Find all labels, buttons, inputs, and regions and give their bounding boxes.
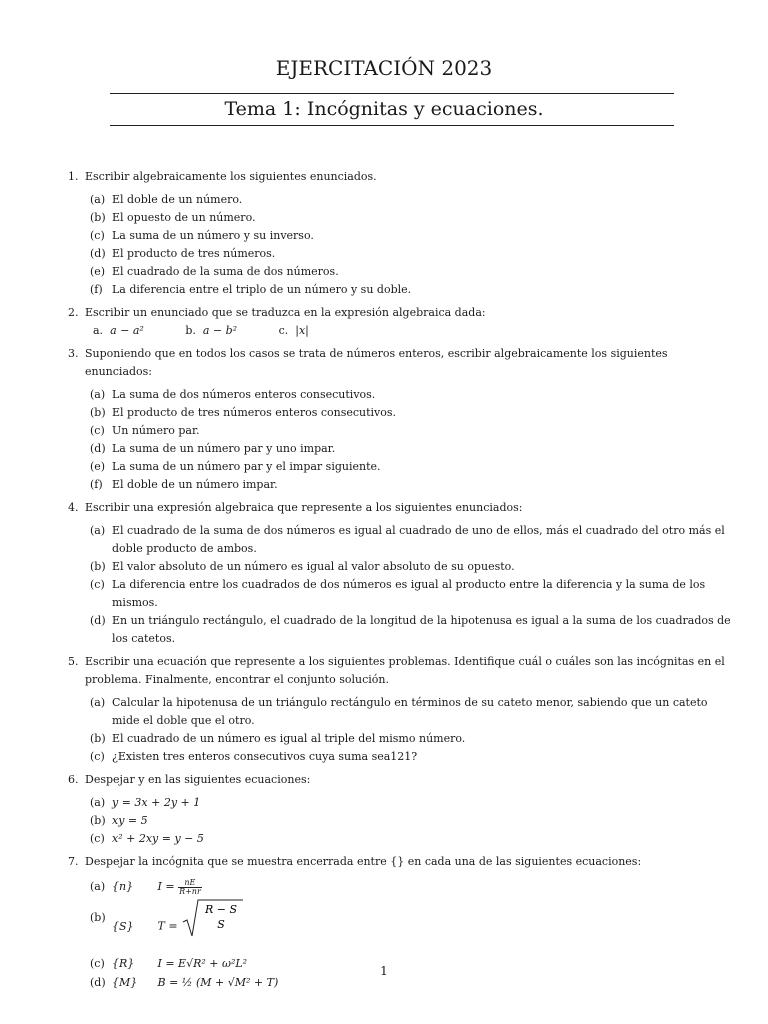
list-item <box>85 730 736 748</box>
list-item <box>85 748 736 766</box>
question-number: 3. <box>68 347 79 360</box>
document-title: EJERCITACIÓN 2023 <box>275 56 493 80</box>
equation-lhs: I = <box>157 880 175 893</box>
list-item <box>85 281 736 299</box>
question-text: Escribir una expresión algebraica que represente a los siguientes enunciados: <box>85 501 523 514</box>
unknown-variable: {n} <box>112 880 134 893</box>
list-item <box>85 263 736 281</box>
exercise-list <box>68 168 736 998</box>
option <box>185 322 237 340</box>
item-label: (a) <box>90 796 106 809</box>
item-label: (e) <box>90 265 106 278</box>
question-6 <box>68 771 736 848</box>
list-item <box>85 245 736 263</box>
option <box>279 322 309 340</box>
item-text: El cuadrado de un número es igual al triple del mismo número. <box>112 732 466 745</box>
fraction <box>178 879 202 896</box>
item-text: El opuesto de un número. <box>112 211 256 224</box>
question-number: 1. <box>68 170 79 183</box>
list-item <box>85 830 736 848</box>
item-label: (a) <box>90 524 106 537</box>
equation: y = 3x + 2y + 1 <box>112 796 201 809</box>
item-label: (a) <box>90 696 106 709</box>
numerator: R − S <box>205 903 238 916</box>
item-label: (c) <box>90 750 105 763</box>
page-number: 1 <box>380 964 388 978</box>
question-text: Escribir un enunciado que se traduzca en la expresión algebraica dada: <box>85 306 486 319</box>
list-item <box>85 386 736 404</box>
item-label: (f) <box>90 478 103 491</box>
item-label: (c) <box>90 229 105 242</box>
option-label: c. <box>278 324 289 337</box>
list-item <box>85 794 736 812</box>
option-expression: a − b² <box>202 324 238 337</box>
item-label: (c) <box>90 578 105 591</box>
item-label: (d) <box>90 247 106 260</box>
list-item <box>85 227 736 245</box>
item-text: La suma de un número par y el impar siguiente. <box>112 460 381 473</box>
item-label: (c) <box>90 424 105 437</box>
option <box>93 322 144 340</box>
question-number: 4. <box>68 501 79 514</box>
option-expression: a − a² <box>110 324 144 337</box>
item-label: (b) <box>90 732 106 745</box>
document-subtitle: Tema 1: Incógnitas y ecuaciones. <box>224 98 544 120</box>
item-label: (b) <box>90 211 106 224</box>
item-text: El doble de un número. <box>112 193 243 206</box>
item-text: La suma de un número par y uno impar. <box>112 442 336 455</box>
question-text: Escribir una ecuación que represente a los siguientes problemas. Identifique cuál o cuáles son las incógnitas en el problema. Finalmente, encontrar el conjunto solución. <box>85 655 725 686</box>
numerator: nE <box>178 879 202 888</box>
list-item <box>85 191 736 209</box>
item-label: (e) <box>90 460 106 473</box>
square-root <box>181 898 243 955</box>
denominator: S <box>217 918 225 931</box>
question-text: Escribir algebraicamente los siguientes enunciados. <box>85 170 377 183</box>
item-label: (f) <box>90 283 103 296</box>
item-text: ¿Existen tres enteros consecutivos cuya suma sea121? <box>112 750 418 763</box>
question-text: Despejar y en las siguientes ecuaciones: <box>85 773 311 786</box>
equation: I = E√R² + ω²L² <box>157 957 248 970</box>
option-expression: |x| <box>295 324 309 337</box>
question-5 <box>68 653 736 766</box>
list-item <box>85 440 736 458</box>
equation: xy = 5 <box>112 814 148 827</box>
item-label: (a) <box>90 880 106 893</box>
item-label: (d) <box>90 976 106 989</box>
item-text: La suma de un número y su inverso. <box>112 229 314 242</box>
question-1 <box>68 168 736 299</box>
question-number: 5. <box>68 655 79 668</box>
item-label: (b) <box>90 406 106 419</box>
equation-lhs: T = <box>157 919 178 933</box>
denominator: R+nr <box>179 886 201 896</box>
item-text: La diferencia entre el triplo de un número y su doble. <box>112 283 412 296</box>
list-item <box>85 558 736 576</box>
item-text: Un número par. <box>112 424 200 437</box>
list-item <box>85 576 736 612</box>
question-2 <box>68 304 736 340</box>
unknown-variable: {R} <box>112 957 135 970</box>
question-text: Despejar la incógnita que se muestra encerrada entre {} en cada una de las siguientes ecuaciones: <box>85 855 642 868</box>
item-label: (c) <box>90 957 105 970</box>
question-text: Suponiendo que en todos los casos se trata de números enteros, escribir algebraicamente los siguientes enunciados: <box>85 347 668 378</box>
question-number: 6. <box>68 773 79 786</box>
item-text: El producto de tres números enteros consecutivos. <box>112 406 397 419</box>
item-text: En un triángulo rectángulo, el cuadrado de la longitud de la hipotenusa es igual a la suma de los cuadrados de los catetos. <box>112 614 731 645</box>
item-label: (d) <box>90 614 106 627</box>
item-label: (a) <box>90 193 106 206</box>
item-label: (b) <box>90 814 106 827</box>
item-text: El producto de tres números. <box>112 247 276 260</box>
question-3 <box>68 345 736 494</box>
expression-options <box>85 322 736 340</box>
item-text: El cuadrado de la suma de dos números. <box>112 265 339 278</box>
list-item <box>85 422 736 440</box>
item-text: La suma de dos números enteros consecutivos. <box>112 388 376 401</box>
radical-sign-icon <box>181 898 243 938</box>
question-4 <box>68 499 736 648</box>
option-label: a. <box>93 324 104 337</box>
list-item <box>85 404 736 422</box>
item-label: (c) <box>90 832 105 845</box>
list-item <box>85 522 736 558</box>
item-label: (b) <box>90 560 106 573</box>
item-text: El doble de un número impar. <box>112 478 278 491</box>
list-item <box>85 458 736 476</box>
item-label: (a) <box>90 388 106 401</box>
list-item <box>85 898 736 955</box>
list-item <box>85 694 736 730</box>
list-item <box>85 812 736 830</box>
item-text: Calcular la hipotenusa de un triángulo rectángulo en términos de su cateto menor, sabiendo que un cateto mide el doble que el otro. <box>112 696 708 727</box>
question-number: 7. <box>68 855 79 868</box>
question-number: 2. <box>68 306 79 319</box>
item-text: La diferencia entre los cuadrados de dos números es igual al producto entre la diferencia y la suma de los mismos. <box>112 578 706 609</box>
equation: x² + 2xy = y − 5 <box>112 832 204 845</box>
item-label: (b) <box>90 911 106 924</box>
item-text: El cuadrado de la suma de dos números es igual al cuadrado de uno de ellos, más el cuadrado del otro más el doble producto de ambos. <box>112 524 725 555</box>
list-item <box>85 476 736 494</box>
item-label: (d) <box>90 442 106 455</box>
list-item <box>85 612 736 648</box>
equation: B = ½ (M + √M² + T) <box>157 976 279 989</box>
unknown-variable: {S} <box>112 919 134 933</box>
list-item <box>85 876 736 898</box>
title-rule-top <box>110 93 674 94</box>
item-text: El valor absoluto de un número es igual al valor absoluto de su opuesto. <box>112 560 515 573</box>
unknown-variable: {M} <box>112 976 138 989</box>
title-rule-bottom <box>110 125 674 126</box>
list-item <box>85 209 736 227</box>
option-label: b. <box>185 324 196 337</box>
